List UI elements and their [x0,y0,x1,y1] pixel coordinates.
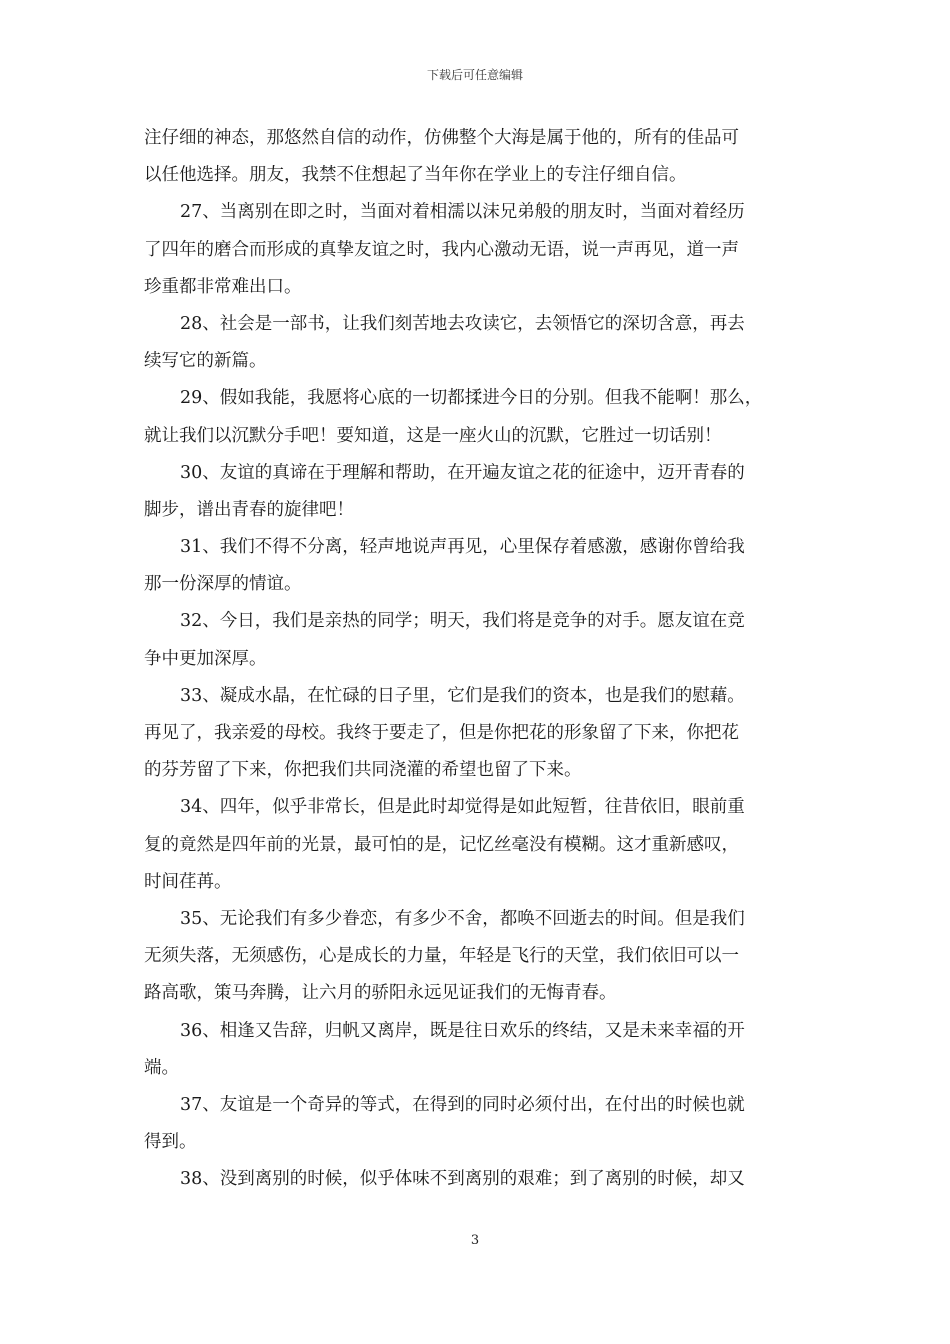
text-line: 路高歌，策马奔腾，让六月的骄阳永远见证我们的无悔青春。 [144,983,617,1004]
text-line: 续写它的新篇。 [144,351,267,372]
text-line: 珍重都非常难出口。 [144,276,302,297]
paragraph [144,678,810,790]
document-body [144,120,810,1198]
text-line: 31、我们不得不分离，轻声地说声再见，心里保存着感激，感谢你曾给我 [180,537,745,558]
text-line: 37、友谊是一个奇异的等式，在得到的同时必须付出，在付出的时候也就 [180,1094,745,1115]
text-line: 再见了，我亲爱的母校。我终于要走了，但是你把花的形象留了下来，你把花 [144,723,739,743]
text-line: 35、无论我们有多少眷恋，有多少不舍，都唤不回逝去的时间。但是我们 [180,908,745,929]
text-line: 争中更加深厚。 [144,648,267,669]
text-line: 就让我们以沉默分手吧！要知道，这是一座火山的沉默，它胜过一切话别！ [144,425,722,446]
paragraph [144,789,810,901]
text-line: 27、当离别在即之时，当面对着相濡以沫兄弟般的朋友时，当面对着经历 [180,202,745,223]
text-line: 32、今日，我们是亲热的同学；明天，我们将是竞争的对手。愿友谊在竞 [180,611,745,632]
text-line: 34、四年，似乎非常长，但是此时却觉得是如此短暂，往昔依旧，眼前重 [180,797,745,818]
paragraph [144,194,810,306]
paragraph [144,306,810,380]
text-line: 时间荏苒。 [144,871,232,892]
text-line: 的芬芳留了下来，你把我们共同浇灌的希望也留了下来。 [144,760,582,781]
text-line: 36、相逢又告辞，归帆又离岸，既是往日欢乐的终结，又是未来幸福的开 [180,1020,745,1041]
page-header: 下载后可任意编辑 [426,68,523,82]
paragraph [144,901,810,1013]
text-line: 注仔细的神态，那悠然自信的动作，仿佛整个大海是属于他的，所有的佳品可 [144,128,739,148]
text-line: 28、社会是一部书，让我们刻苦地去攻读它，去领悟它的深切含意，再去 [180,313,745,334]
text-line: 33、凝成水晶，在忙碌的日子里，它们是我们的资本，也是我们的慰藉。 [180,685,745,706]
text-line: 脚步，谱出青春的旋律吧！ [144,499,354,520]
paragraph [144,1013,810,1087]
text-line: 29、假如我能，我愿将心底的一切都揉进今日的分别。但我不能啊！那么， [180,388,763,409]
paragraph [144,529,810,603]
page-number: 3 [470,1233,480,1248]
text-line: 得到。 [144,1132,197,1153]
paragraph [144,603,810,677]
text-line: 以任他选择。朋友，我禁不住想起了当年你在学业上的专注仔细自信。 [144,165,687,186]
paragraph [144,120,810,194]
paragraph [144,455,810,529]
text-line: 无须失落，无须感伤，心是成长的力量，年轻是飞行的天堂，我们依旧可以一 [144,946,739,967]
paragraph [144,1161,810,1198]
text-line: 那一份深厚的情谊。 [144,574,302,595]
paragraph [144,380,810,454]
paragraph [144,1087,810,1161]
text-line: 38、没到离别的时候，似乎体味不到离别的艰难；到了离别的时候，却又 [180,1169,745,1190]
text-line: 30、友谊的真谛在于理解和帮助，在开遍友谊之花的征途中，迈开青春的 [180,462,745,483]
text-line: 复的竟然是四年前的光景，最可怕的是，记忆丝毫没有模糊。这才重新感叹， [144,834,739,855]
text-line: 端。 [144,1057,179,1078]
text-line: 了四年的磨合而形成的真挚友谊之时，我内心激动无语，说一声再见，道一声 [144,239,739,260]
